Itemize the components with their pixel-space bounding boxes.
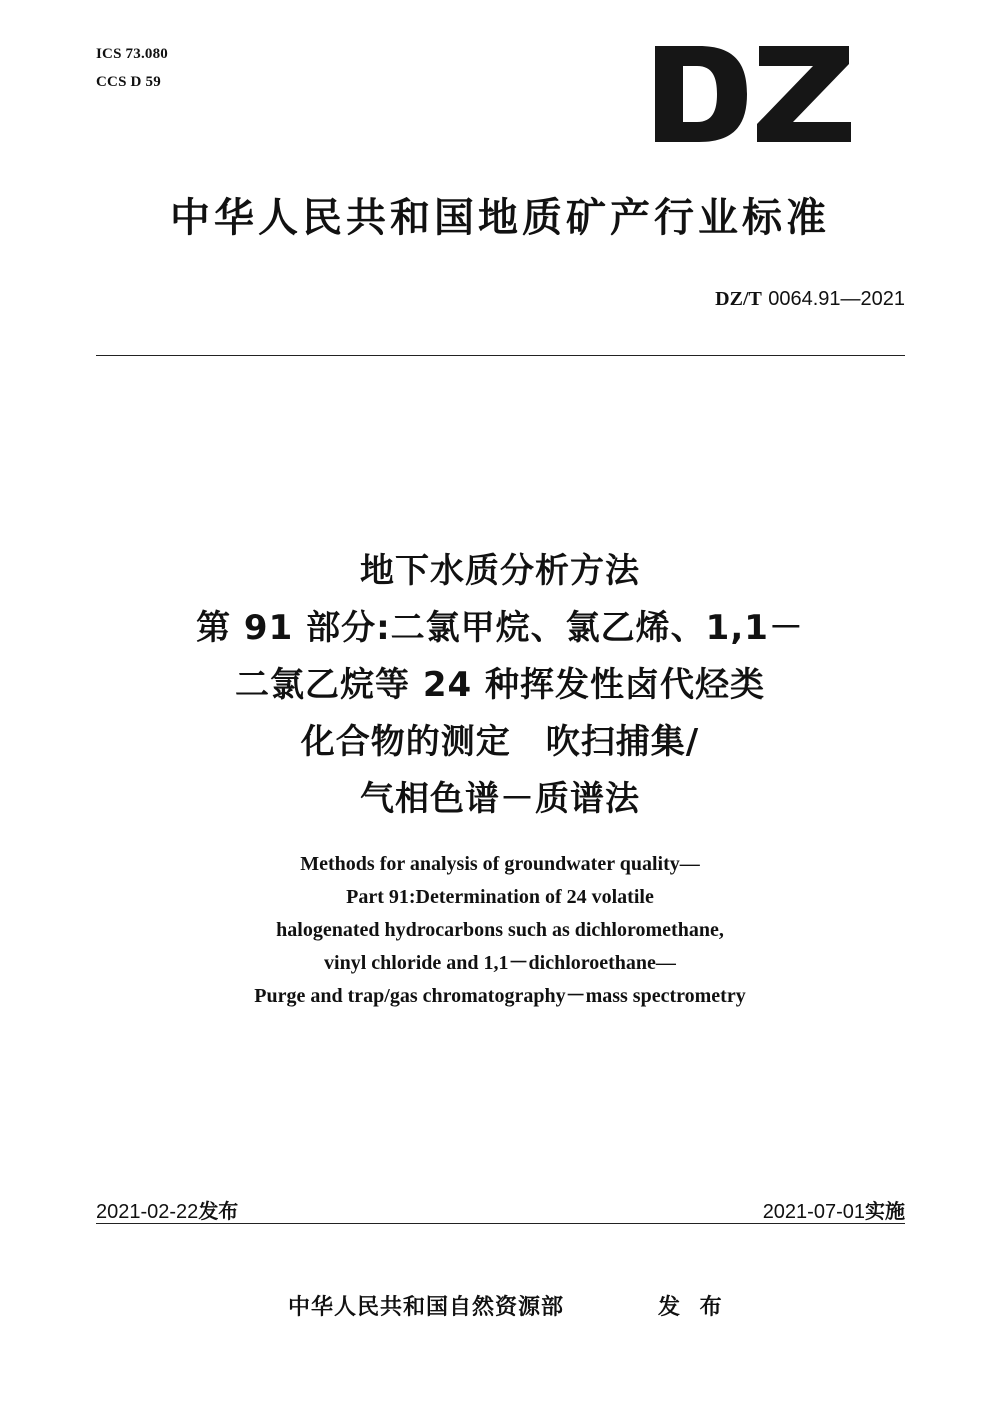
english-title [100,848,900,1013]
english-title-line: Part 91:Determination of 24 volatile [346,886,654,908]
chinese-title-line: 化合物的测定 吹扫捕集/ [300,722,700,762]
dz-logo [655,46,851,142]
ics-code: ICS 73.080 [96,46,169,62]
publish-label: 发 布 [658,1295,728,1320]
issuing-industry-title: 中华人民共和国地质矿产行业标准 [170,195,830,241]
english-title-line: halogenated hydrocarbons such as dichloromethane, [276,919,724,941]
chinese-title-line: 地下水质分析方法 [360,551,640,591]
standard-number-prefix: DZ/T [715,288,762,310]
english-title-line: vinyl chloride and 1,1－dichloroethane— [324,952,676,974]
chinese-title-line: 气相色谱－质谱法 [360,779,640,819]
standard-number-value: 0064.91—2021 [768,288,905,310]
ccs-code: CCS D 59 [96,74,161,90]
chinese-title [60,543,940,828]
issue-date [96,1195,238,1224]
implementation-date-label: 实施 [865,1199,905,1223]
chinese-title-line: 二氯乙烷等 24 种挥发性卤代烃类 [235,665,765,705]
publisher-name: 中华人民共和国自然资源部 [288,1295,565,1320]
header-divider [96,355,905,356]
issue-date-value: 2021-02-22 [96,1201,199,1223]
implementation-date [763,1195,905,1224]
footer-divider [96,1223,905,1224]
chinese-title-line: 第 91 部分:二氯甲烷、氯乙烯、1,1－ [196,608,804,648]
issue-date-label: 发布 [198,1199,239,1223]
english-title-line: Purge and trap/gas chromatography－mass spectrometry [254,985,746,1007]
standard-number [715,286,905,311]
english-title-line: Methods for analysis of groundwater quality— [300,853,700,875]
implementation-date-value: 2021-07-01 [762,1201,865,1223]
